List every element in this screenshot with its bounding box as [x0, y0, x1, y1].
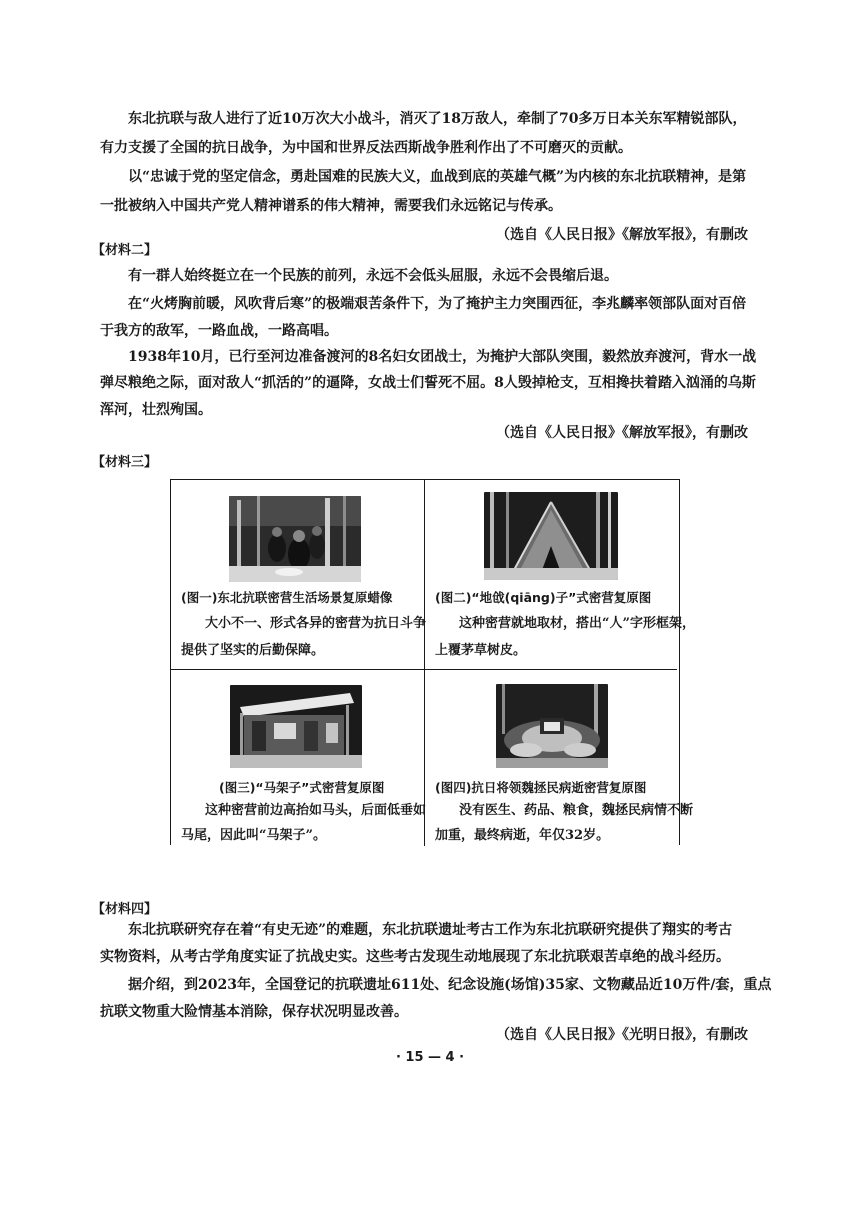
- section-heading: 【材料三】: [92, 455, 158, 470]
- figure-caption: (图三)“马架子”式密营复原图: [219, 780, 385, 795]
- wax-figure-scene-photo: [229, 496, 361, 582]
- paragraph-line: 抗联文物重大险情基本消除，保存状况明显改善。: [100, 1004, 408, 1020]
- source-citation: （选自《人民日报》《解放军报》，有删改: [496, 227, 748, 243]
- paragraph-line: 据介绍，到2023年，全国登记的抗联遗址611处、纪念设施(场馆)35家、文物藏品近10万件/套，重点: [128, 977, 772, 993]
- figure-description: 提供了坚实的后勤保障。: [181, 643, 325, 658]
- figure-description: 没有医生、药品、粮食，魏拯民病情不断: [459, 803, 694, 818]
- a-frame-shelter-photo: [484, 492, 618, 580]
- figure-caption: (图二)“地戗(qiāng)子”式密营复原图: [435, 590, 652, 605]
- paragraph-line: 以“忠诚于党的坚定信念，勇赴国难的民族大义，血战到底的英雄气概”为内核的东北抗联精神，是第: [128, 169, 747, 185]
- figure-description: 加重，最终病逝，年仅32岁。: [435, 828, 610, 843]
- page-number: · 15 — 4 ·: [395, 1050, 465, 1065]
- paragraph-line: 在“火烤胸前暖，风吹背后寒”的极端艰苦条件下，为了掩护主力突围西征，李兆麟率领部队面对百倍: [128, 296, 747, 312]
- figure-cell: [171, 669, 427, 846]
- section-heading: 【材料四】: [92, 902, 158, 917]
- figure-cell: [424, 480, 695, 669]
- paragraph-line: 于我方的敌军，一路血战，一路高唱。: [100, 323, 338, 339]
- horse-frame-shelter-photo: [230, 685, 362, 768]
- paragraph-line: 有一群人始终挺立在一个民族的前列，永远不会低头屈服，永远不会畏缩后退。: [128, 268, 618, 284]
- section-heading: 【材料二】: [92, 243, 158, 258]
- figure-description: 这种密营就地取材，搭出“人”字形框架，: [459, 616, 695, 631]
- paragraph-line: 浑河，壮烈殉国。: [100, 402, 212, 418]
- paragraph-line: 有力支援了全国的抗日战争，为中国和世界反法西斯战争胜利作出了不可磨灭的贡献。: [100, 140, 632, 156]
- memorial-camp-photo: [496, 684, 608, 768]
- paragraph-line: 实物资料，从考古学角度实证了抗战史实。这些考古发现生动地展现了东北抗联艰苦卓绝的战斗经历。: [100, 949, 730, 965]
- paragraph-line: 1938年10月，已行至河边准备渡河的8名妇女团战士，为掩护大部队突围，毅然放弃渡河，背水一战: [128, 349, 757, 365]
- figure-cell: [424, 669, 694, 846]
- figure-description: 马尾，因此叫“马架子”。: [181, 828, 326, 843]
- paragraph-line: 东北抗联与敌人进行了近10万次大小战斗，消灭了18万敌人，牵制了70多万日本关东军精锐部队，: [128, 111, 747, 127]
- figure-description: 上覆茅草树皮。: [435, 643, 527, 658]
- figure-caption: (图四)抗日将领魏拯民病逝密营复原图: [435, 780, 647, 795]
- source-citation: （选自《人民日报》《光明日报》，有删改: [496, 1027, 748, 1043]
- figure-description: 大小不一、形式各异的密营为抗日斗争: [205, 616, 427, 631]
- paragraph-line: 东北抗联研究存在着“有史无迹”的难题，东北抗联遗址考古工作为东北抗联研究提供了翔实的考古: [128, 922, 733, 938]
- paragraph-line: 一批被纳入中国共产党人精神谱系的伟大精神，需要我们永远铭记与传承。: [100, 198, 562, 214]
- source-citation: （选自《人民日报》《解放军报》，有删改: [496, 425, 748, 441]
- figure-cell: [171, 480, 427, 669]
- figure-description: 这种密营前边高抬如马头，后面低垂如: [205, 803, 427, 818]
- figure-grid: [170, 479, 695, 845]
- figure-caption: (图一)东北抗联密营生活场景复原蜡像: [181, 590, 393, 605]
- paragraph-line: 弹尽粮绝之际，面对敌人“抓活的”的逼降，女战士们誓死不屈。8人毁掉枪支，互相搀扶着踏入汹涌的乌斯: [100, 375, 756, 391]
